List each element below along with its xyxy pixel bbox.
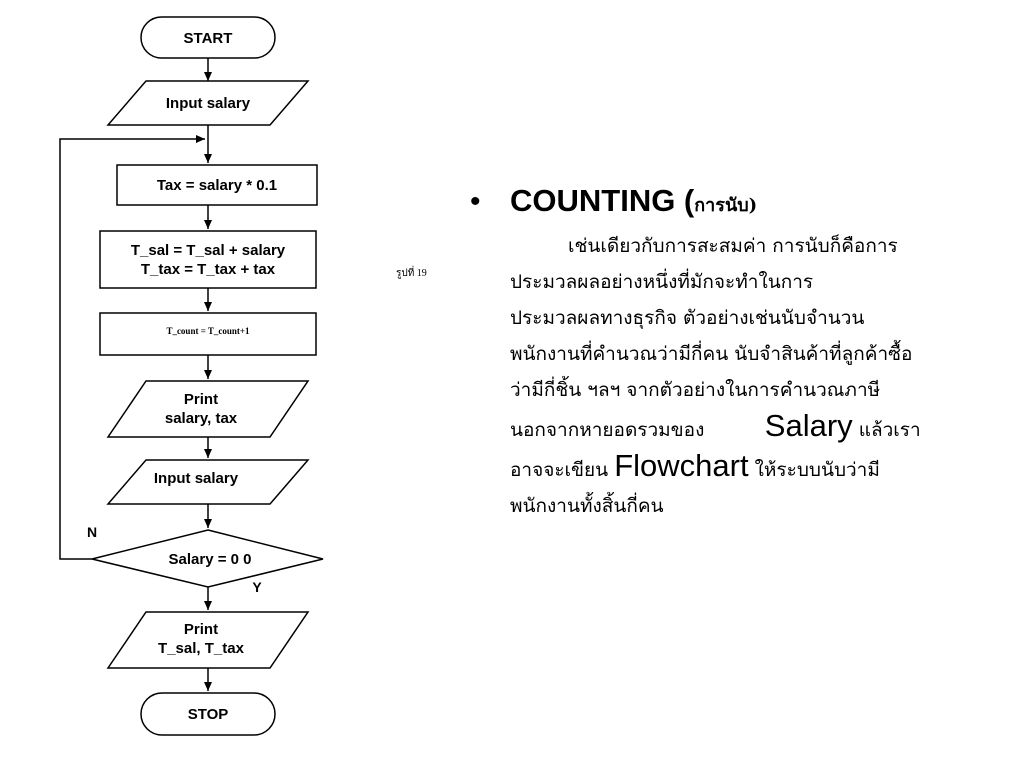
totals-line2-label: T_tax = T_tax + tax [140, 261, 276, 278]
body-line-3: ประมวลผลทางธุรกิจ ตัวอย่างเช่นนับจำนวน [510, 307, 865, 329]
bullet-point: • [470, 185, 481, 218]
body-line-2: ประมวลผลอย่างหนึ่งที่มักจะทำในการ [510, 271, 814, 293]
totals-process-box [100, 231, 316, 288]
print2-line2-label: T_sal, T_tax [158, 640, 244, 657]
body-line-7-start: อาจจะเขียน [510, 459, 609, 481]
body-line-4: พนักงานที่คำนวณว่ามีกี่คน นับจำสินค้าที่ลูกค้าซื้อ [510, 343, 913, 365]
body-line-6 [510, 408, 990, 448]
input-salary-label: Input salary [165, 95, 251, 112]
body-line-6-end: แล้วเรา [858, 419, 921, 441]
body-line-7 [510, 448, 990, 488]
heading-thai-text: การนับ) [694, 195, 758, 216]
loop-back-arrow [60, 139, 205, 559]
print-salary-tax-shape [108, 381, 308, 437]
counting-section [470, 182, 990, 524]
print1-line2-label: salary, tax [164, 410, 238, 427]
tax-calc-label: Tax = salary * 0.1 [156, 177, 278, 194]
stop-label: STOP [187, 706, 229, 723]
salary-word: Salary [764, 408, 853, 443]
section-body [510, 228, 990, 524]
count-label: T_count = T_count+1 [166, 326, 250, 336]
input-salary-2-label: Input salary [153, 470, 239, 487]
figure-caption: รูปที่ 19 [396, 268, 427, 279]
body-line-1: เช่นเดียวกับการสะสมค่า การนับก็คือการ [568, 235, 898, 257]
totals-line1-label: T_sal = T_sal + salary [130, 242, 286, 259]
yes-branch-label: Y [252, 579, 262, 595]
body-line-7-end: ให้ระบบนับว่ามี [754, 459, 880, 481]
print1-line1-label: Print [183, 391, 219, 408]
heading-text: COUNTING ( [510, 183, 695, 218]
flowchart-word: Flowchart [614, 448, 749, 483]
start-label: START [183, 30, 233, 47]
body-line-6-start: นอกจากหายอดรวมของ [510, 419, 705, 441]
print2-line1-label: Print [183, 621, 219, 638]
flowchart [0, 0, 420, 768]
section-heading [470, 182, 990, 222]
no-branch-label: N [86, 524, 98, 540]
body-line-5: ว่ามีกี่ชิ้น ฯลฯ จากตัวอย่างในการคำนวณภาษี [510, 379, 881, 401]
decision-label: Salary = 0 0 [168, 551, 252, 568]
body-line-8: พนักงานทั้งสิ้นกี่คน [510, 495, 664, 517]
